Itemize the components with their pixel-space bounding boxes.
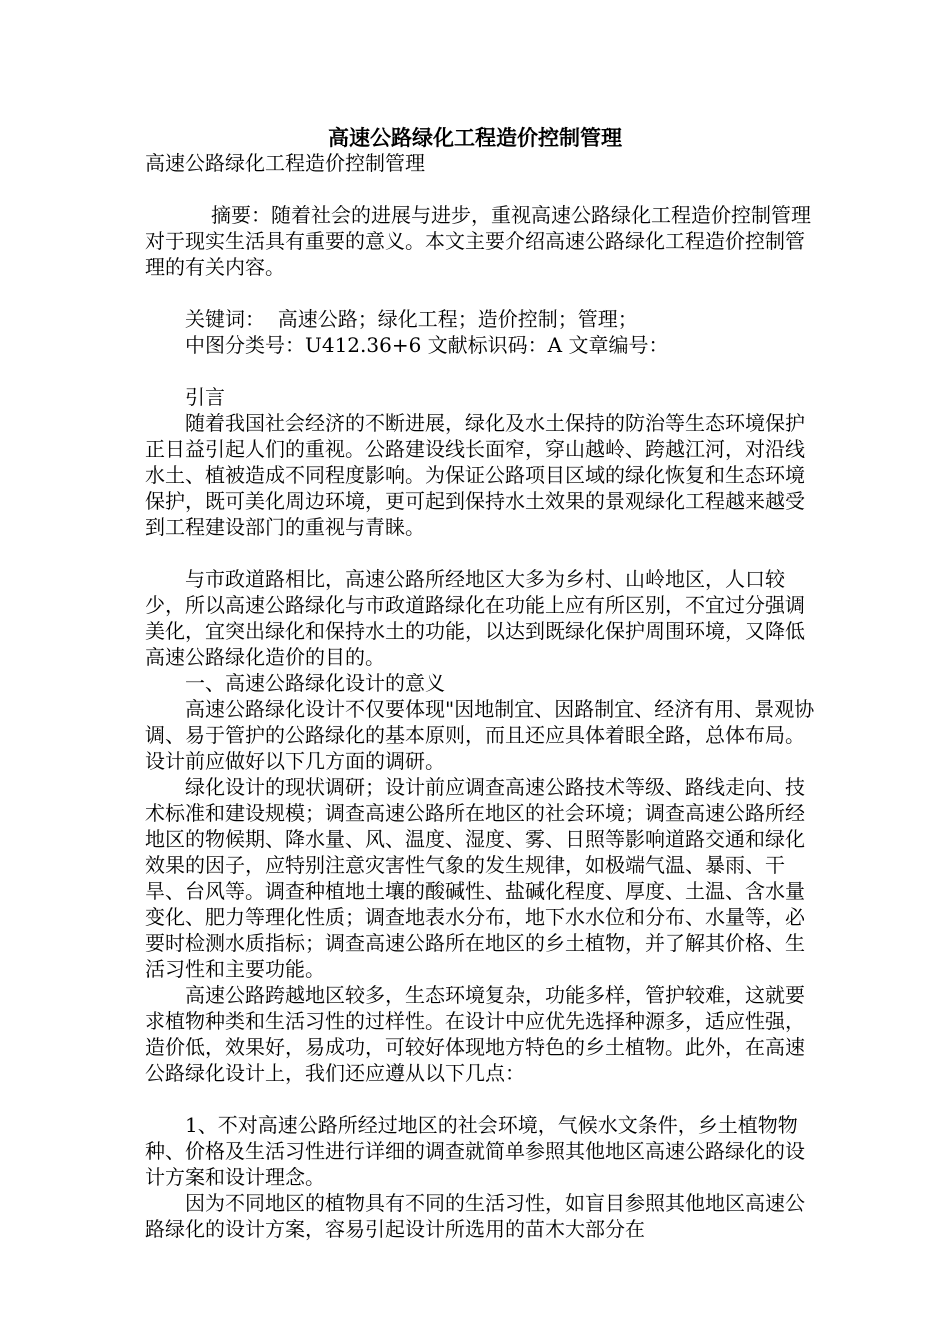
spacer (145, 1086, 815, 1112)
document-title: 高速公路绿化工程造价控制管理 (328, 126, 622, 150)
section-heading-1: 一、高速公路绿化设计的意义 (185, 671, 445, 695)
spacer (145, 540, 815, 566)
paragraph-4: 绿化设计的现状调研；设计前应调查高速公路技术等级、路线走向、技术标准和建设规模；调查高速公路所在地区的社会环境；调查高速公路所经地区的物候期、降水量、风、温度、湿度、雾、日照等影响道路交通和绿化效果的因子，应特别注意灾害性气象的发生规律，如极端气温、暴雨、干旱、台风等。调查种植地土壤的酸碱性、盐碱化程度、厚度、土温、含水量变化、肥力等理化性质；调查地表水分布，地下水水位和分布、水量等，必要时检测水质指标；调查高速公路所在地区的乡土植物，并了解其价格、生活习性和主要功能。 (145, 775, 805, 981)
paragraph-1: 随着我国社会经济的不断进展，绿化及水土保持的防治等生态环境保护正日益引起人们的重视。公路建设线长面窄，穿山越岭、跨越江河，对沿线水土、植被造成不同程度影响。为保证公路项目区域的绿化恢复和生态环境保护，既可美化周边环境，更可起到保持水土效果的景观绿化工程越来越受到工程建设部门的重视与青睐。 (145, 411, 805, 539)
paragraph-5: 高速公路跨越地区较多，生态环境复杂，功能多样，管护较难，这就要求植物种类和生活习性的过样性。在设计中应优先选择种源多，适应性强，造价低，效果好，易成功，可较好体现地方特色的乡土植物。此外，在高速公路绿化设计上，我们还应遵从以下几点： (145, 983, 805, 1085)
intro-heading: 引言 (185, 385, 225, 409)
paragraph-2: 与市政道路相比，高速公路所经地区大多为乡村、山岭地区，人口较少，所以高速公路绿化与市政道路绿化在功能上应有所区别，不宜过分强调美化，宜突出绿化和保持水土的功能，以达到既绿化保护周围环境，又降低高速公路绿化造价的目的。 (145, 567, 805, 669)
document-subtitle: 高速公路绿化工程造价控制管理 (145, 151, 425, 175)
classification: 中图分类号：U412.36+6 文献标识码：A 文章编号： (185, 333, 669, 357)
paragraph-6: 1、不对高速公路所经过地区的社会环境，气候水文条件，乡土植物物种、价格及生活习性进行详细的调查就简单参照其他地区高速公路绿化的设计方案和设计理念。 (145, 1113, 805, 1189)
document-body (145, 150, 815, 1242)
spacer (145, 358, 815, 384)
keywords: 关键词： 高速公路；绿化工程；造价控制；管理； (185, 307, 638, 331)
abstract: 摘要：随着社会的进展与进步，重视高速公路绿化工程造价控制管理对于现实生活具有重要的意义。本文主要介绍高速公路绿化工程造价控制管理的有关内容。 (145, 203, 811, 279)
paragraph-3: 高速公路绿化设计不仅要体现"因地制宜、因路制宜、经济有用、景观协调、易于管护的公路绿化的基本原则，而且还应具体着眼全路，总体布局。设计前应做好以下几方面的调研。 (145, 697, 815, 773)
paragraph-7: 因为不同地区的植物具有不同的生活习性，如盲目参照其他地区高速公路绿化的设计方案，容易引起设计所选用的苗木大部分在 (145, 1191, 805, 1241)
spacer (145, 176, 815, 202)
spacer (145, 280, 815, 306)
